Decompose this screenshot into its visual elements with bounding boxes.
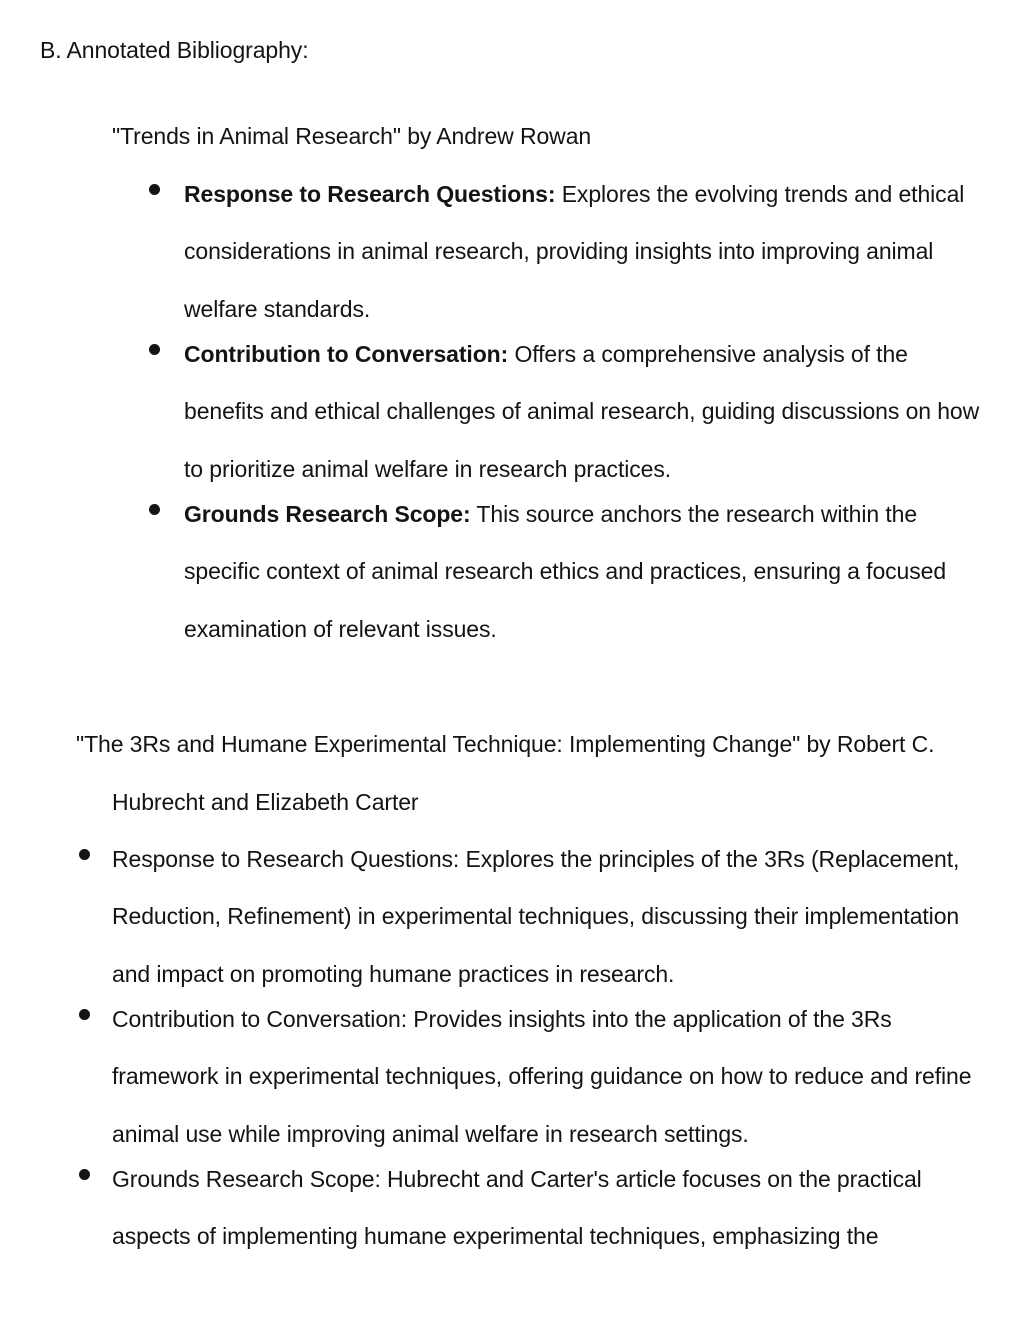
annotation-text: [184, 166, 984, 339]
annotation-label: Response to Research Questions:: [184, 180, 556, 207]
source-title-rowan: "Trends in Animal Research" by Andrew Rowan: [112, 123, 592, 149]
source-hubrecht-annotations: [112, 843, 972, 1266]
annotation-text: [184, 326, 984, 499]
list-item: [184, 166, 984, 339]
annotation-text: Response to Research Questions: Explores the principles of the 3Rs (Replacement, Reduction, Refinement) in experimental techniques, discussing their implementation and impact on promoting humane practices in research.: [112, 845, 960, 987]
annotation-label: Grounds Research Scope:: [184, 500, 471, 527]
annotation-text: [184, 486, 984, 659]
list-item: [112, 831, 972, 1004]
list-item: [112, 991, 972, 1164]
annotation-body: Offers a comprehensive analysis of the benefits and ethical challenges of animal research, guiding discussions on how to prioritize animal welfare in research practices.: [184, 340, 980, 482]
list-item: [184, 326, 984, 499]
source-rowan-annotations: [184, 178, 984, 658]
annotation-body: This source anchors the research within the specific context of animal research ethics and practices, ensuring a focused examination of relevant issues.: [184, 500, 947, 642]
source-title-hubrecht: [76, 716, 976, 831]
source-title-line-1: "The 3Rs and Humane Experimental Technique: Implementing Change" by Robert C.: [76, 731, 935, 757]
list-item: [184, 486, 984, 659]
section-heading: B. Annotated Bibliography:: [40, 37, 309, 63]
bullet-icon: [79, 1169, 90, 1180]
annotation-text: Contribution to Conversation: Provides insights into the application of the 3Rs framework in experimental techniques, offering guidance on how to reduce and refine animal use while improving animal welfare in research settings.: [112, 1005, 972, 1147]
bullet-icon: [149, 184, 160, 195]
bullet-icon: [79, 1009, 90, 1020]
annotation-label: Contribution to Conversation:: [184, 340, 509, 367]
bullet-icon: [79, 849, 90, 860]
bullet-icon: [149, 504, 160, 515]
annotation-text: Grounds Research Scope: Hubrecht and Carter's article focuses on the practical aspects of implementing humane experimental techniques, emphasizing the: [112, 1165, 922, 1249]
source-title-line-2: Hubrecht and Elizabeth Carter: [112, 788, 419, 815]
list-item: [112, 1151, 972, 1266]
annotation-body: Explores the evolving trends and ethical considerations in animal research, providing insights into improving animal welfare standards.: [184, 180, 965, 322]
bullet-icon: [149, 344, 160, 355]
